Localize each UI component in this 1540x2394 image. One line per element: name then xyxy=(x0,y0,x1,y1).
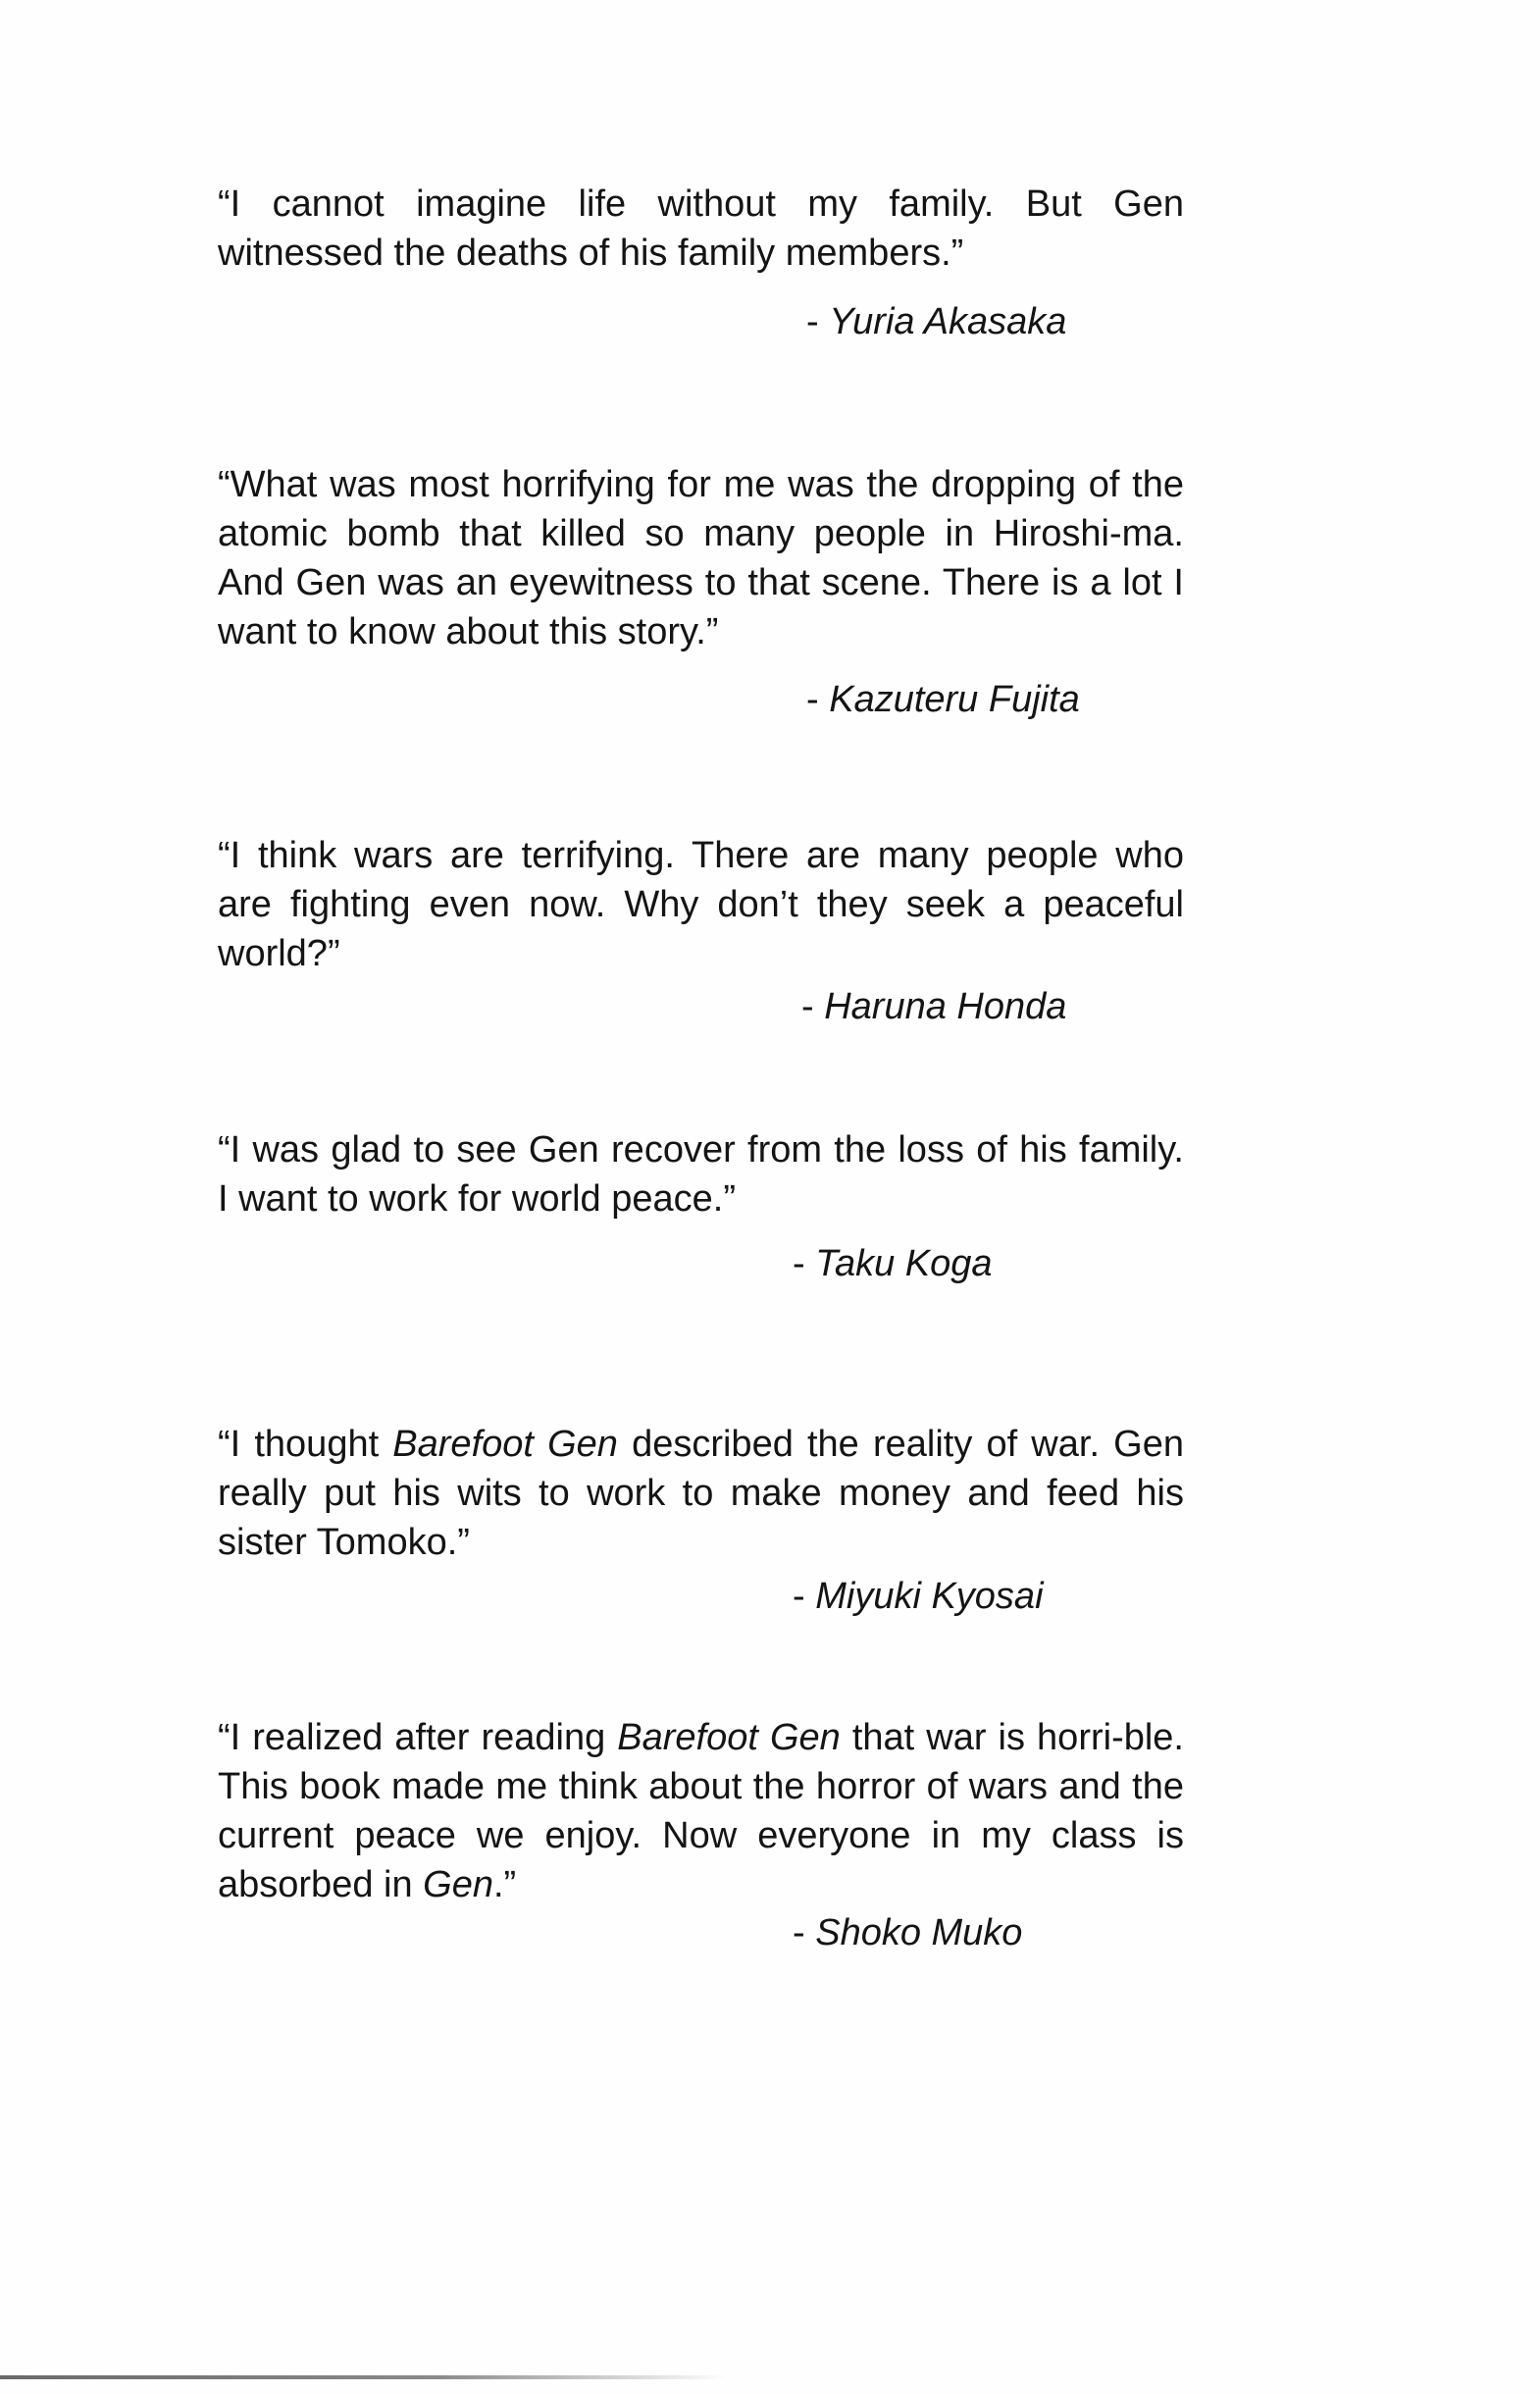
quote-6-author: Shoko Muko xyxy=(815,1912,1023,1953)
quote-6-text-part: .” xyxy=(492,1864,517,1905)
quote-3-attribution xyxy=(801,982,1066,1031)
attribution-dash: - xyxy=(801,986,825,1027)
page-edge-line xyxy=(0,2375,726,2379)
quote-3-author: Haruna Honda xyxy=(824,986,1067,1027)
quote-2-text xyxy=(218,460,1184,656)
quote-2-text-part: “What was most horrifying for me was the dropping of the atomic bomb that killed so many people in Hiroshi-ma. And Gen was an eyewitness to that scene. There is a lot I want to know about this story.” xyxy=(218,464,1184,652)
quote-5-author: Miyuki Kyosai xyxy=(815,1576,1044,1617)
quote-1-author: Yuria Akasaka xyxy=(829,301,1067,342)
quote-5-text xyxy=(218,1420,1184,1567)
quote-4-attribution xyxy=(793,1239,993,1288)
quote-2-attribution xyxy=(806,675,1080,724)
attribution-dash: - xyxy=(806,679,830,720)
quote-1-text-part: “I cannot imagine life without my family. But Gen witnessed the deaths of his family members.” xyxy=(218,183,1184,274)
quote-5-text-part: described the reality of war. Gen really put his wits to work to make money and feed his sister Tomoko.” xyxy=(218,1424,1184,1563)
attribution-dash: - xyxy=(806,301,830,342)
quote-5 xyxy=(218,1420,1184,1567)
attribution-dash: - xyxy=(793,1576,816,1617)
attribution-dash: - xyxy=(793,1243,816,1284)
quote-5-text-part: “I thought xyxy=(218,1424,393,1465)
quote-6 xyxy=(218,1713,1184,1909)
book-title: Barefoot Gen xyxy=(392,1424,618,1465)
quote-1 xyxy=(218,180,1184,278)
quote-1-text xyxy=(218,180,1184,278)
quote-3-text-part: “I think wars are terrifying. There are many people who are fighting even now. Why don’t they seek a peaceful world?” xyxy=(218,835,1184,974)
quote-4-text-part: “I was glad to see Gen recover from the loss of his family. I want to work for world peace.” xyxy=(218,1129,1184,1220)
attribution-dash: - xyxy=(793,1912,816,1953)
quote-2-author: Kazuteru Fujita xyxy=(829,679,1080,720)
quote-3 xyxy=(218,831,1184,978)
quote-6-text xyxy=(218,1713,1184,1909)
quote-3-text xyxy=(218,831,1184,978)
quote-6-text-part: “I realized after reading xyxy=(218,1717,618,1758)
quote-2 xyxy=(218,460,1184,656)
quote-4-text xyxy=(218,1125,1184,1223)
quote-6-attribution xyxy=(793,1908,1022,1957)
quote-5-attribution xyxy=(793,1572,1044,1621)
quote-1-attribution xyxy=(806,297,1066,346)
quote-4 xyxy=(218,1125,1184,1223)
quote-6-text-part: that war is horri-ble. This book made me think about the horror of wars and the current peace we enjoy. Now everyone in my class is absorbed in xyxy=(218,1717,1184,1905)
book-title: Barefoot Gen xyxy=(617,1717,841,1758)
book-title-short: Gen xyxy=(423,1864,493,1905)
quote-4-author: Taku Koga xyxy=(815,1243,993,1284)
